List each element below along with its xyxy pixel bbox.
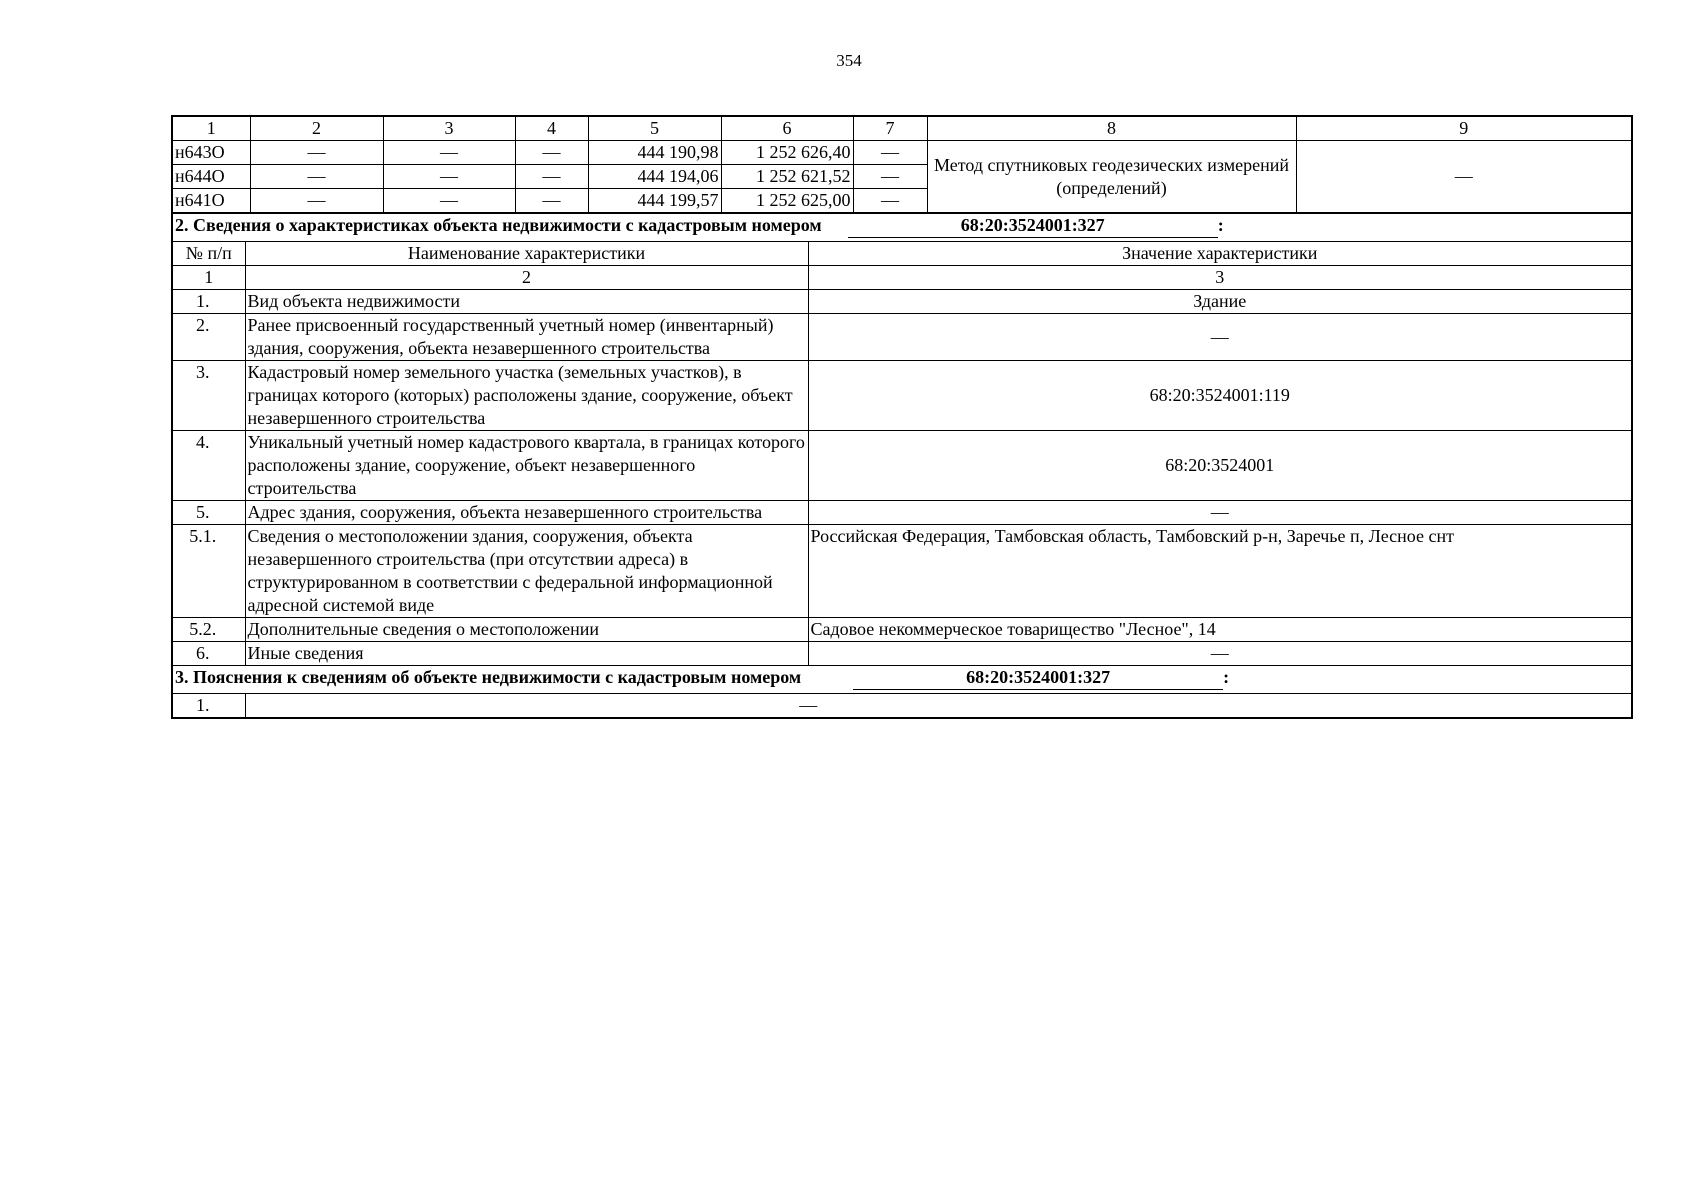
section3-colon: : [1223,667,1230,687]
section2-title [172,214,1632,242]
col-header: 7 [853,116,927,141]
cell: — [383,189,515,213]
col-header: 6 [721,116,853,141]
section3-title-text: 3. Пояснения к сведениям об объекте недвижимости с кадастровым номером [175,667,802,687]
row-number: 3. [172,361,245,431]
coord-row [172,141,1632,165]
characteristics-colnum-row [172,266,1632,290]
characteristic-row [172,431,1632,501]
cell: — [383,165,515,189]
characteristic-name: Вид объекта недвижимости [245,290,808,314]
method-cell: Метод спутниковых геодезических измерений (определений) [927,141,1296,213]
characteristic-value: — [808,642,1632,666]
characteristic-value: Здание [808,290,1632,314]
row-number: 5.1. [172,525,245,618]
coord-x: 444 194,06 [588,165,721,189]
characteristics-header-row [172,242,1632,266]
characteristic-row [172,290,1632,314]
row-number: 1. [172,290,245,314]
col-header-name: Наименование характеристики [245,242,808,266]
characteristic-row [172,642,1632,666]
point-name: н644О [172,165,250,189]
coord-y: 1 252 626,40 [721,141,853,165]
cell: — [515,165,588,189]
coord-x: 444 199,57 [588,189,721,213]
characteristic-row [172,525,1632,618]
characteristic-value: 68:20:3524001:119 [808,361,1632,431]
row-number: 4. [172,431,245,501]
characteristic-value: Российская Федерация, Тамбовская область, Тамбовский р-н, Заречье п, Лесное снт [808,525,1632,618]
cell: — [515,189,588,213]
cell: — [250,189,383,213]
cell: — [250,141,383,165]
coordinates-table [171,115,1633,213]
col-header: 8 [927,116,1296,141]
characteristic-row [172,618,1632,642]
row-number: 1. [172,694,245,719]
characteristic-name: Кадастровый номер земельного участка (земельных участков), в границах которого (которых) расположены здание, сооружение, объект незавершенного строительства [245,361,808,431]
coord-y: 1 252 621,52 [721,165,853,189]
cell: — [853,141,927,165]
explanation-value: — [245,694,1632,719]
point-name: н641О [172,189,250,213]
section3-title-row [172,666,1632,694]
coord-header-row [172,116,1632,141]
point-name: н643О [172,141,250,165]
row-number: 5.2. [172,618,245,642]
characteristic-name: Дополнительные сведения о местоположении [245,618,808,642]
coord-y: 1 252 625,00 [721,189,853,213]
cell: — [515,141,588,165]
characteristic-row [172,314,1632,361]
characteristic-name: Сведения о местоположении здания, сооружения, объекта незавершенного строительства (при отсутствии адреса) в структурированном в соответствии с федеральной информационной адресной системой виде [245,525,808,618]
col-header: 1 [172,116,250,141]
cell: — [250,165,383,189]
characteristic-name: Уникальный учетный номер кадастрового квартала, в границах которого расположены здание, сооружение, объект незавершенного строительства [245,431,808,501]
characteristic-value: — [808,314,1632,361]
col-number: 3 [808,266,1632,290]
characteristic-value: 68:20:3524001 [808,431,1632,501]
characteristic-row [172,361,1632,431]
col-number: 1 [172,266,245,290]
explanation-row [172,694,1632,719]
col-header: 9 [1296,116,1632,141]
characteristic-value: Садовое некоммерческое товарищество "Лесное", 14 [808,618,1632,642]
coord-x: 444 190,98 [588,141,721,165]
section3-cadastral-number: 68:20:3524001:327 [853,666,1223,690]
col-header: 2 [250,116,383,141]
characteristic-name: Ранее присвоенный государственный учетный номер (инвентарный) здания, сооружения, объекта незавершенного строительства [245,314,808,361]
col-header: 5 [588,116,721,141]
row-number: 5. [172,501,245,525]
page-number: 354 [836,51,862,70]
characteristic-row [172,501,1632,525]
characteristics-table [171,213,1633,719]
section2-title-text: 2. Сведения о характеристиках объекта недвижимости с кадастровым номером [175,215,822,235]
col9-cell: — [1296,141,1632,213]
row-number: 2. [172,314,245,361]
row-number: 6. [172,642,245,666]
cell: — [383,141,515,165]
section2-title-row [172,214,1632,242]
col-number: 2 [245,266,808,290]
col-header: 4 [515,116,588,141]
col-header: 3 [383,116,515,141]
section3-title [172,666,1632,694]
col-header-number: № п/п [172,242,245,266]
characteristic-value: — [808,501,1632,525]
col-header-value: Значение характеристики [808,242,1632,266]
characteristic-name: Адрес здания, сооружения, объекта незавершенного строительства [245,501,808,525]
section2-colon: : [1217,215,1224,235]
characteristic-name: Иные сведения [245,642,808,666]
section2-cadastral-number: 68:20:3524001:327 [848,214,1218,238]
cell: — [853,189,927,213]
cell: — [853,165,927,189]
document-sheet [171,115,1631,719]
